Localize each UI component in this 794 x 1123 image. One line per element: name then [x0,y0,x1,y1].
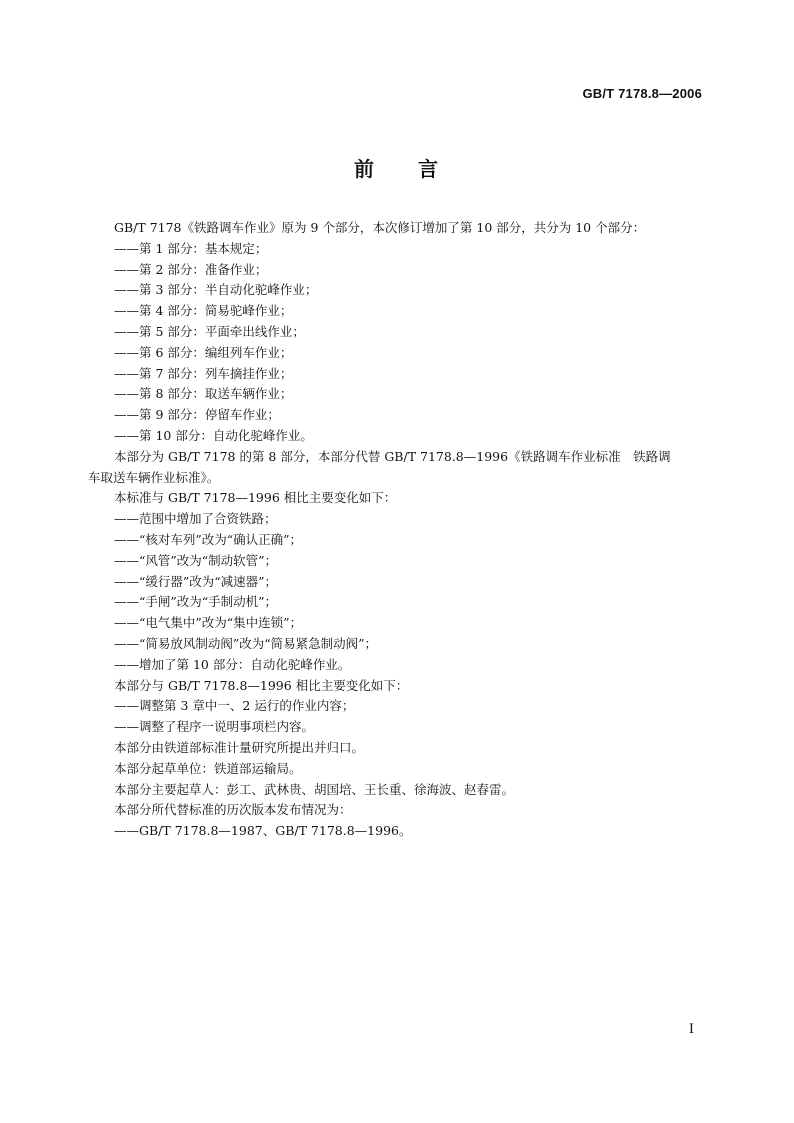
list-item: ——第 7 部分：列车摘挂作业； [114,365,293,381]
list-item: ——第 2 部分：准备作业； [114,261,268,277]
list-item: ——第 5 部分：平面牵出线作业； [114,323,305,339]
paragraph: 本部分为 GB/T 7178 的第 8 部分，本部分代替 GB/T 7178.8—1996《铁路调车作业标准 铁路调 [114,448,671,464]
list-item: ——增加了第 10 部分：自动化驼峰作业。 [114,656,351,672]
list-item: ——“简易放风制动阀”改为“简易紧急制动阀”； [114,635,378,651]
list-item: ——“电气集中”改为“集中连锁”； [114,615,303,631]
list-item: ——“风管”改为“制动软管”； [114,552,278,568]
list-item: ——第 6 部分：编组列车作业； [114,344,293,360]
list-item: ——第 10 部分：自动化驼峰作业。 [114,427,313,443]
paragraph: 本部分由铁道部标准计量研究所提出并归口。 [114,739,365,755]
page-number: I [688,1022,694,1037]
list-item: ——“手闸”改为“手制动机”； [114,594,278,610]
paragraph: 本部分主要起草人：彭工、武林贵、胡国培、王长重、徐海波、赵春雷。 [114,781,515,797]
title-char-left: 前 [354,157,376,181]
paragraph: 本标准与 GB/T 7178—1996 相比主要变化如下： [114,490,397,506]
list-item: ——第 8 部分：取送车辆作业； [114,386,293,402]
list-item: ——第 3 部分：半自动化驼峰作业； [114,282,318,298]
paragraph-continuation: 车取送车辆作业标准》。 [88,469,220,485]
page-title [0,153,794,182]
list-item: ——范围中增加了合资铁路； [114,511,277,527]
list-item: ——调整了程序一说明事项栏内容。 [114,719,315,735]
foreword-body [88,218,710,842]
paragraph: 本部分与 GB/T 7178.8—1996 相比主要变化如下： [114,677,409,693]
list-item: ——“核对车列”改为“确认正确”； [114,531,303,547]
list-item: ——第 9 部分：停留车作业； [114,407,280,423]
paragraph: 本部分起草单位：铁道部运输局。 [114,760,302,776]
standard-code: GB/T 7178.8—2006 [582,86,702,101]
paragraph: GB/T 7178《铁路调车作业》原为 9 个部分，本次修订增加了第 10 部分，共分为 10 个部分： [114,220,646,235]
list-item: ——“缓行器”改为“减速器”； [114,573,278,589]
list-item: ——GB/T 7178.8—1987、GB/T 7178.8—1996。 [114,823,412,839]
title-char-right: 言 [418,157,440,181]
list-item: ——第 1 部分：基本规定； [114,240,268,256]
paragraph: 本部分所代替标准的历次版本发布情况为： [114,802,352,818]
list-item: ——调整第 3 章中一、2 运行的作业内容； [114,698,355,714]
list-item: ——第 4 部分：简易驼峰作业； [114,303,293,319]
